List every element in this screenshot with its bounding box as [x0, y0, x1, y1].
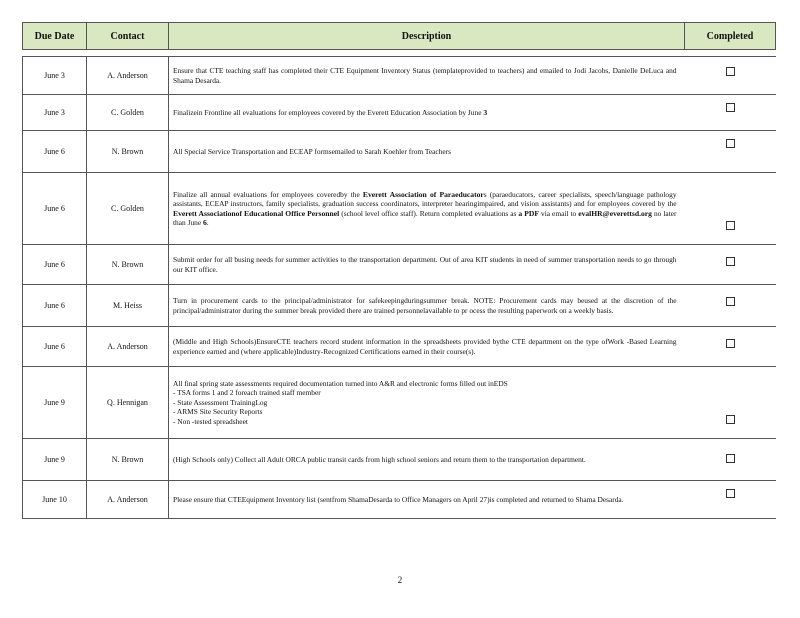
row-contact: N. Brown	[87, 439, 169, 481]
description-text: Finalize all annual evaluations for employees coveredby the	[173, 189, 363, 199]
row-contact: N. Brown	[87, 245, 169, 285]
header-description: Description	[169, 23, 685, 50]
table-row	[23, 439, 776, 481]
completed-cell	[685, 95, 776, 131]
completed-checkbox[interactable]	[726, 139, 735, 148]
row-description: Please ensure that CTEEquipment Inventory list (sentfrom ShamaDesarda to Office Managers on April 27)is completed and returned to Shama Desarda.	[169, 481, 685, 519]
completed-cell	[685, 131, 776, 173]
completed-cell	[685, 327, 776, 367]
header-completed: Completed	[685, 23, 776, 50]
header-due-date: Due Date	[23, 23, 87, 50]
page-number: 2	[397, 575, 403, 585]
completed-checkbox[interactable]	[726, 297, 735, 306]
completed-checkbox[interactable]	[726, 221, 735, 230]
row-date: June 6	[23, 285, 87, 327]
row-contact: A. Anderson	[87, 327, 169, 367]
description-text: no later than June	[173, 208, 677, 227]
description-bullet: - Non -tested spreadsheet	[173, 416, 248, 426]
description-text: Finalizein Frontline all evaluations for employees covered by the Everett Education Association by June	[173, 107, 484, 117]
row-description	[169, 173, 685, 245]
table-row	[23, 173, 776, 245]
description-bullet: - TSA forms 1 and 2 foreach trained staff member	[173, 388, 321, 398]
completed-checkbox[interactable]	[726, 103, 735, 112]
row-date: June 6	[23, 131, 87, 173]
description-text: .	[206, 218, 209, 227]
completed-cell	[685, 245, 776, 285]
row-date: June 10	[23, 481, 87, 519]
completed-checkbox[interactable]	[726, 67, 735, 76]
row-description: Submit order for all busing needs for summer activities to the transportation department. Out of area KIT students in need of summer transportation needs to go through our KIT office.	[169, 245, 685, 285]
row-contact: N. Brown	[87, 131, 169, 173]
completed-cell	[685, 57, 776, 95]
completed-checkbox[interactable]	[726, 454, 735, 463]
completed-checkbox[interactable]	[726, 257, 735, 266]
table-row	[23, 327, 776, 367]
row-description: Ensure that CTE teaching staff has completed their CTE Equipment Inventory Status (templateprovided to teachers) and emailed to Jodi Jacobs, Danielle DeLuca and Shama Desarda.	[169, 57, 685, 95]
header-contact: Contact	[87, 23, 169, 50]
completed-checkbox[interactable]	[726, 489, 735, 498]
table-row	[23, 285, 776, 327]
row-description: (Middle and High Schools)EnsureCTE teachers record student information in the spreadsheets provided bythe CTE department on the type ofWork -Based Learning experience earned and (where applicable)Industry-Recognized Certifications earned in their course(s).	[169, 327, 685, 367]
row-date: June 9	[23, 367, 87, 439]
row-date: June 6	[23, 327, 87, 367]
header-row	[23, 23, 776, 50]
row-date: June 6	[23, 245, 87, 285]
description-bullet: - State Assessment TrainingLog	[173, 397, 268, 407]
row-date: June 3	[23, 57, 87, 95]
completed-cell	[685, 367, 776, 439]
row-description: All Special Service Transportation and ECEAP formsemailed to Sarah Koehler from Teachers	[169, 131, 685, 173]
row-description	[169, 95, 685, 131]
task-table	[22, 22, 776, 519]
completed-cell	[685, 481, 776, 519]
row-description	[169, 367, 685, 439]
description-line: All final spring state assessments required documentation turned into A&R and electronic forms filled out inEDS	[173, 378, 508, 388]
description-bullet: - ARMS Site Security Reports	[173, 407, 263, 417]
row-date: June 3	[23, 95, 87, 131]
row-description: (High Schools only) Collect all Adult ORCA public transit cards from high school seniors and return them to the transportation department.	[169, 439, 685, 481]
row-contact: A. Anderson	[87, 481, 169, 519]
row-contact: M. Heiss	[87, 285, 169, 327]
row-contact: C. Golden	[87, 95, 169, 131]
row-description: Turn in procurement cards to the principal/administrator for safekeepingduringsummer break. NOTE: Procurement cards may beused at the discretion of the principal/administrator during the summer break provided there are trained personnelavailable to pr ocess the resulting paperwork on a weekly basis.	[169, 285, 685, 327]
description-text: via email to	[539, 208, 579, 218]
row-contact: Q. Hennigan	[87, 367, 169, 439]
description-bold: a PDF	[518, 208, 540, 218]
completed-cell	[685, 439, 776, 481]
table-row	[23, 245, 776, 285]
description-text: (school level office staff). Return completed evaluations as	[339, 208, 519, 218]
email-link[interactable]: evalHR@everettsd.org	[578, 208, 652, 218]
row-date: June 9	[23, 439, 87, 481]
description-bold: 3	[483, 107, 488, 117]
completed-cell	[685, 173, 776, 245]
table-row	[23, 367, 776, 439]
description-bold: Everett Associationof Educational Office Personnel	[173, 208, 340, 218]
table-row	[23, 57, 776, 95]
table-row	[23, 95, 776, 131]
description-text: s (paraeducators, career specialists, speech/language pathology assistants, ECEAP instructors, family specialists, graduation success coordinators, interpreter hearingimpaired, and vision assistants) and for employees covered by the	[173, 189, 677, 208]
table-row	[23, 131, 776, 173]
completed-cell	[685, 285, 776, 327]
table-row	[23, 481, 776, 519]
row-contact: A. Anderson	[87, 57, 169, 95]
row-contact: C. Golden	[87, 173, 169, 245]
description-bold: Everett Association of Paraeducator	[362, 189, 484, 199]
completed-checkbox[interactable]	[726, 415, 735, 424]
row-date: June 6	[23, 173, 87, 245]
completed-checkbox[interactable]	[726, 339, 735, 348]
description-bold: 6	[202, 218, 207, 227]
